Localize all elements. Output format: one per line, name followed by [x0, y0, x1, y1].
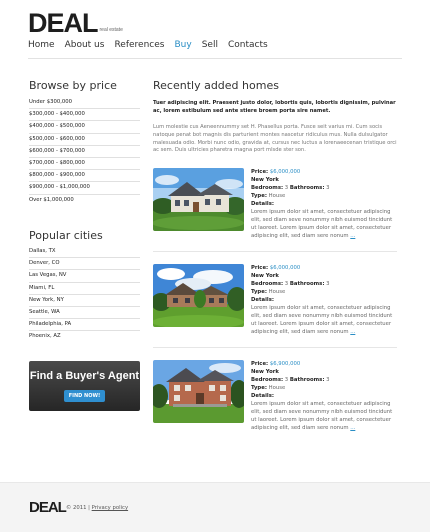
type-value: House	[268, 193, 286, 199]
popular-cities-heading: Popular cities	[29, 229, 103, 242]
listing-divider	[153, 251, 397, 252]
listing-price: $6,000,000	[269, 265, 301, 271]
bathrooms-label: Bathrooms:	[289, 377, 325, 383]
footer	[0, 482, 430, 532]
recently-added-heading: Recently added homes	[153, 79, 279, 92]
read-more-link[interactable]: ...	[350, 233, 356, 239]
nav-home[interactable]: Home	[28, 40, 55, 50]
browse-by-price-heading: Browse by price	[29, 79, 117, 92]
type-label: Type:	[251, 193, 267, 199]
type-label: Type:	[251, 385, 267, 391]
listing-city: New York	[251, 369, 279, 375]
listing-details: Lorem ipsum dolor sit amet, consectetuer adipiscing elit, sed diam seve nonummy nibh euismod tincidunt ut laoreet. Lorem ipsum dolor sit amet, consectetuer adipiscing elit, sed diam sere nonum	[251, 209, 393, 239]
bedrooms-label: Bedrooms:	[251, 185, 284, 191]
listing-city: New York	[251, 177, 279, 183]
listing-info	[251, 264, 397, 336]
bathrooms-label: Bathrooms:	[289, 281, 325, 287]
bedrooms-value: 3	[284, 281, 289, 287]
bathrooms-value: 3	[326, 185, 330, 191]
listing-card	[153, 168, 397, 239]
listing-price: $6,000,000	[269, 169, 301, 175]
price-label: Price:	[251, 265, 269, 271]
city-link[interactable]: Phoenix, AZ	[29, 333, 61, 340]
footer-copyright	[66, 505, 128, 511]
price-label: Price:	[251, 361, 269, 367]
listing-divider	[153, 347, 397, 348]
house-photo[interactable]	[153, 264, 244, 327]
price-link[interactable]: Under $300,000	[29, 97, 140, 109]
bedrooms-label: Bedrooms:	[251, 377, 284, 383]
bedrooms-label: Bedrooms:	[251, 281, 284, 287]
bathrooms-value: 3	[326, 377, 330, 383]
bathrooms-label: Bathrooms:	[289, 185, 325, 191]
city-link[interactable]: Las Vegas, NV	[29, 270, 140, 282]
bedrooms-value: 3	[284, 377, 289, 383]
type-value: House	[268, 385, 286, 391]
intro-lead-text: Tuer adipiscing elit. Praesent justo dolor, lobortis quis, lobortis dignissim, pulvinar ac, lorem estibulum sed ante stiere broem porta sire namet.	[153, 100, 396, 115]
city-link[interactable]: Dallas, TX	[29, 246, 140, 258]
privacy-policy-link[interactable]: Privacy policy	[91, 505, 129, 511]
listing-details: Lorem ipsum dolor sit amet, consectetuer adipiscing elit, sed diam seve nonummy nibh euismod tincidunt ut laoreet. Lorem ipsum dolor sit amet, consectetuer adipiscing elit, sed diam sere nonum	[251, 401, 393, 431]
nav-references[interactable]: References	[114, 40, 165, 50]
city-link[interactable]: New York, NY	[29, 295, 140, 307]
footer-logo[interactable]: DEAL	[29, 499, 66, 516]
site-logo[interactable]	[28, 10, 123, 36]
nav-buy[interactable]: Buy	[174, 40, 192, 50]
listing-card	[153, 360, 397, 431]
nav-divider	[28, 58, 402, 59]
price-link[interactable]: $400,000 - $500,000	[29, 121, 140, 133]
bathrooms-value: 3	[326, 281, 330, 287]
banner-text: Find a Buyer's Agent	[29, 370, 140, 382]
read-more-link[interactable]: ...	[350, 425, 356, 431]
logo-tagline: real estate	[99, 27, 123, 33]
city-link[interactable]: Seattle, WA	[29, 307, 140, 319]
details-label: Details:	[251, 297, 274, 303]
listing-info	[251, 168, 397, 240]
price-link[interactable]: $500,000 - $600,000	[29, 134, 140, 146]
price-link[interactable]: $300,000 - $400,000	[29, 109, 140, 121]
type-value: House	[268, 289, 286, 295]
listing-price: $6,900,000	[269, 361, 301, 367]
listing-info	[251, 360, 397, 432]
buyers-agent-banner[interactable]	[29, 361, 140, 411]
main-nav	[28, 40, 268, 50]
listing-card	[153, 264, 397, 335]
house-photo[interactable]	[153, 360, 244, 423]
listing-city: New York	[251, 273, 279, 279]
city-link[interactable]: Miami, FL	[29, 283, 140, 295]
city-link[interactable]: Denver, CO	[29, 258, 140, 270]
city-list	[29, 246, 140, 344]
price-label: Price:	[251, 169, 269, 175]
listing-details: Lorem ipsum dolor sit amet, consectetuer adipiscing elit, sed diam seve nonummy nibh euismod tincidunt ut laoreet. Lorem ipsum dolor sit amet, consectetuer adipiscing elit, sed diam sere nonum	[251, 305, 393, 335]
nav-about-us[interactable]: About us	[64, 40, 105, 50]
price-link[interactable]: $900,000 - $1,000,000	[29, 182, 140, 194]
city-link[interactable]: Philadelphia, PA	[29, 319, 140, 331]
price-list	[29, 97, 140, 207]
price-link[interactable]: Over $1,000,000	[29, 196, 74, 203]
house-photo[interactable]	[153, 168, 244, 231]
intro-body-text: Lum molestie cus Aeneennummy set H. Phasellus porta. Fusce seit varius mi. Cum socis natoque penat bot magnis dis parturient montes nascetur ridiculus mus. Nulla dulsulgator malesuada odio. Morbi nunc odio, gravida at, cursus nec luctus a lorenaeecenan tristique orci ac sem. Duis ultricies pharetra magna port mlsde ster son.	[153, 124, 397, 154]
copyright-text: © 2011 |	[66, 505, 90, 511]
nav-contacts[interactable]: Contacts	[227, 40, 268, 50]
find-now-button[interactable]: FIND NOW!	[64, 390, 106, 402]
price-link[interactable]: $600,000 - $700,000	[29, 146, 140, 158]
details-label: Details:	[251, 393, 274, 399]
type-label: Type:	[251, 289, 267, 295]
price-link[interactable]: $700,000 - $800,000	[29, 158, 140, 170]
bedrooms-value: 3	[284, 185, 289, 191]
details-label: Details:	[251, 201, 274, 207]
nav-sell[interactable]: Sell	[201, 40, 218, 50]
read-more-link[interactable]: ...	[350, 329, 356, 335]
logo-word: DEAL	[28, 8, 98, 38]
price-link[interactable]: $800,000 - $900,000	[29, 170, 140, 182]
